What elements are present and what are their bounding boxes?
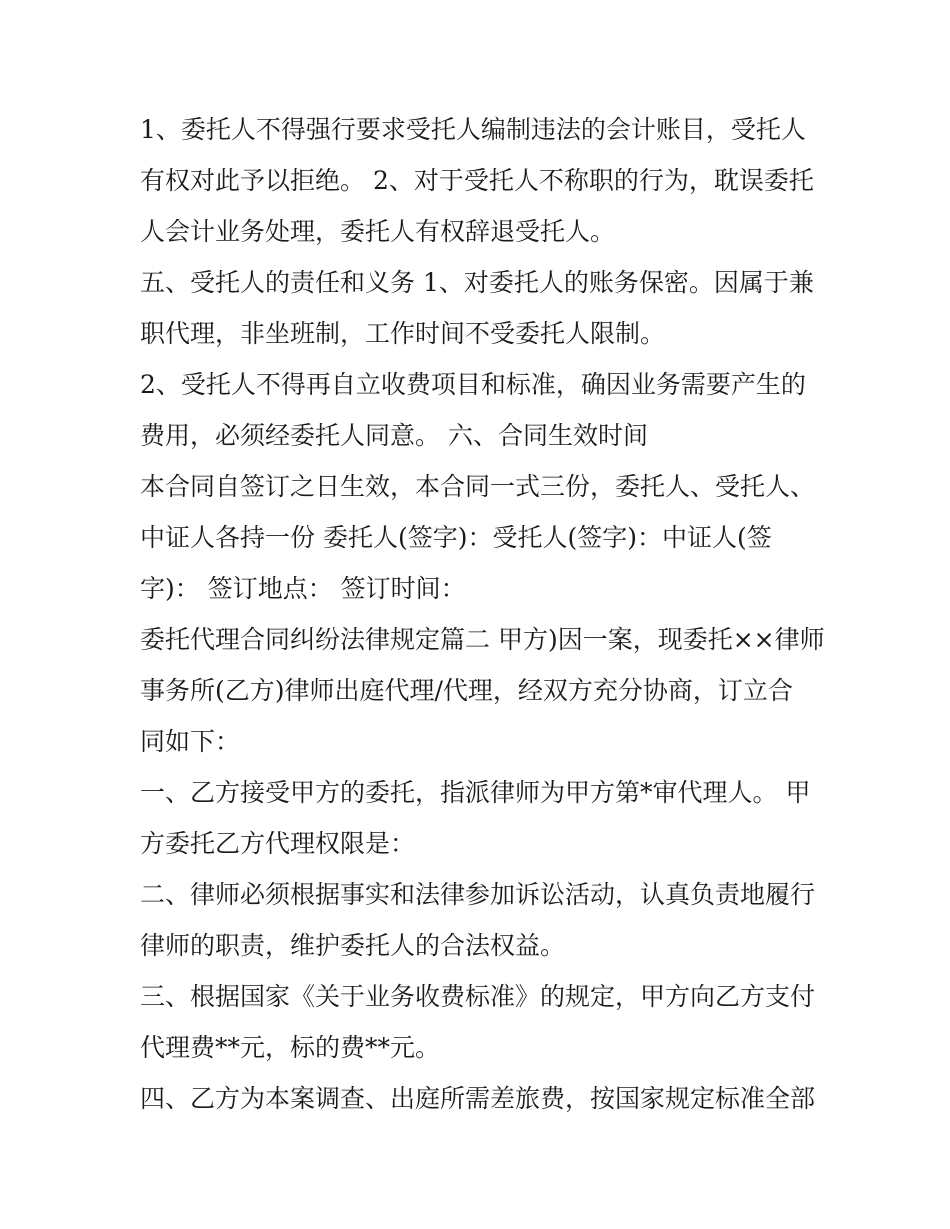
text-line: 人会计业务处理，委托人有权辞退受托人。 <box>140 217 616 246</box>
text-line: 一、乙方接受甲方的委托，指派律师为甲方第*审代理人。 甲 <box>140 778 811 807</box>
text-line: 1、委托人不得强行要求受托人编制违法的会计账目，受托人 <box>140 115 806 144</box>
text-line: 委托代理合同纠纷法律规定篇二 甲方)因一案，现委托××律师 <box>140 625 825 654</box>
text-line: 律师的职责，维护委托人的合法权益。 <box>140 931 566 960</box>
document-body <box>140 104 830 1124</box>
text-line: 五、受托人的责任和义务 1、对委托人的账务保密。因属于兼 <box>140 268 814 297</box>
text-line: 三、根据国家《关于业务收费标准》的规定，甲方向乙方支付 <box>140 982 816 1011</box>
text-line: 二、律师必须根据事实和法律参加诉讼活动，认真负责地履行 <box>140 880 816 909</box>
text-line: 字)： 签订地点： 签订时间： <box>140 574 466 603</box>
text-line: 有权对此予以拒绝。 2、对于受托人不称职的行为，耽误委托 <box>140 166 814 195</box>
text-line: 四、乙方为本案调查、出庭所需差旅费，按国家规定标准全部 <box>140 1084 816 1113</box>
text-line: 职代理，非坐班制，工作时间不受委托人限制。 <box>140 319 666 348</box>
text-line: 本合同自签订之日生效，本合同一式三份，委托人、受托人、 <box>140 472 816 501</box>
text-line: 方委托乙方代理权限是： <box>140 829 416 858</box>
text-line: 代理费**元，标的费**元。 <box>140 1033 441 1062</box>
text-line: 事务所(乙方)律师出庭代理/代理，经双方充分协商，订立合 <box>140 676 793 705</box>
text-line: 2、受托人不得再自立收费项目和标准，确因业务需要产生的 <box>140 370 806 399</box>
text-line: 同如下： <box>140 727 241 756</box>
text-line: 中证人各持一份 委托人(签字)：受托人(签字)：中证人(签 <box>140 523 772 552</box>
text-line: 费用，必须经委托人同意。 六、合同生效时间 <box>140 421 648 450</box>
